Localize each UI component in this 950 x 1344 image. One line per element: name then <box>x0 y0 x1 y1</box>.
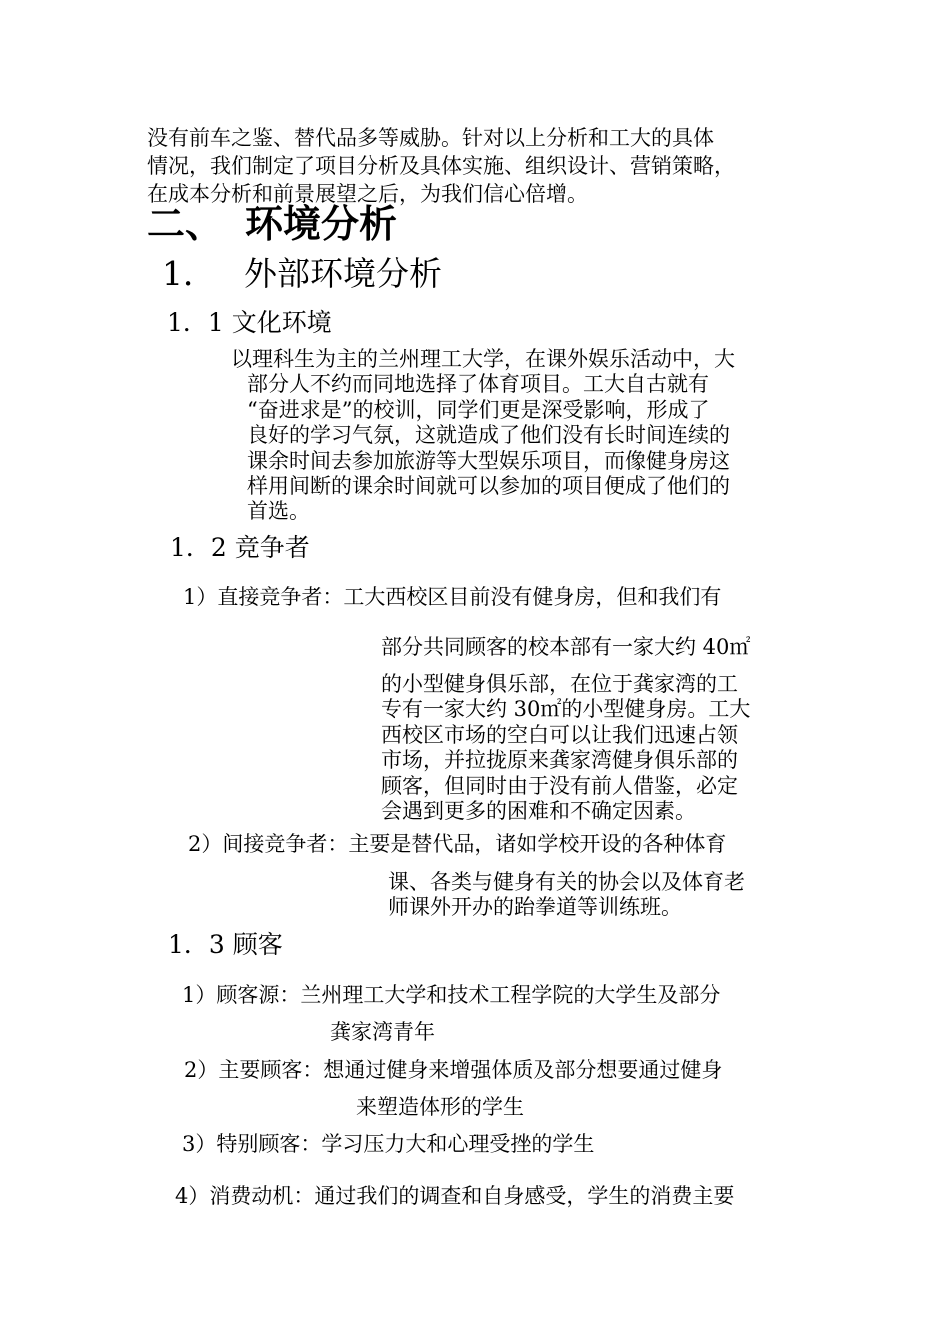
heading-competitors: 1．2 竞争者 <box>170 533 310 562</box>
section-title: 环境分析 <box>245 202 398 246</box>
special-customer-line: 3）特别顾客：学习压力大和心理受挫的学生 <box>182 1132 595 1156</box>
direct-competitor-paragraph <box>381 672 805 824</box>
direct-competitor-line: 会遇到更多的困难和不确定因素。 <box>381 799 696 824</box>
heading-customers: 1．3 顾客 <box>168 930 283 959</box>
culture-line: “奋进求是”的校训，同学们更是深受影响，形成了 <box>247 397 710 422</box>
culture-line: 首选。 <box>247 499 310 524</box>
indirect-competitor-line: 2）间接竞争者：主要是替代品，诸如学校开设的各种体育 <box>188 832 727 856</box>
direct-competitor-line: 顾客，但同时由于没有前人借鉴，必定 <box>381 773 738 798</box>
subsection-title: 外部环境分析 <box>244 254 442 293</box>
indirect-competitor-paragraph <box>388 870 808 921</box>
section-heading-environment <box>147 198 397 250</box>
intro-line: 情况，我们制定了项目分析及具体实施、组织设计、营销策略， <box>147 154 735 178</box>
indirect-competitor-line: 课、各类与健身有关的协会以及体育老 <box>388 870 745 894</box>
culture-line: 样用间断的课余时间就可以参加的项目便成了他们的 <box>247 474 730 499</box>
culture-line: 以理科生为主的兰州理工大学，在课外娱乐活动中，大 <box>231 347 735 371</box>
indirect-competitor-line: 师课外开办的跆拳道等训练班。 <box>388 895 682 920</box>
intro-line: 在成本分析和前景展望之后，为我们信心倍增。 <box>147 182 588 206</box>
culture-line: 课余时间去参加旅游等大型娱乐项目，而像健身房这 <box>247 448 730 473</box>
direct-competitor-line: 部分共同顾客的校本部有一家大约 40㎡ <box>381 635 751 659</box>
culture-line: 良好的学习气氛，这就造成了他们没有长时间连续的 <box>247 423 730 448</box>
subsection-heading-external <box>162 252 442 296</box>
intro-line: 没有前车之鉴、替代品多等威胁。针对以上分析和工大的具体 <box>147 126 714 150</box>
consumption-motive-line: 4）消费动机：通过我们的调查和自身感受，学生的消费主要 <box>175 1184 735 1208</box>
customer-source-line: 龚家湾青年 <box>330 1020 435 1044</box>
heading-culture: 1．1 文化环境 <box>167 308 332 337</box>
direct-competitor-line: 西校区市场的空白可以让我们迅速占领 <box>381 722 738 747</box>
main-customer-line: 2）主要顾客：想通过健身来增强体质及部分想要通过健身 <box>184 1058 723 1082</box>
direct-competitor-line: 的小型健身俱乐部，在位于龚家湾的工 <box>381 672 738 696</box>
culture-line: 部分人不约而同地选择了体育项目。工大自古就有 <box>247 372 709 397</box>
subsection-number: 1． <box>162 254 216 293</box>
direct-competitor-line: 1）直接竞争者：工大西校区目前没有健身房，但和我们有 <box>183 585 722 609</box>
customer-source-line: 1）顾客源：兰州理工大学和技术工程学院的大学生及部分 <box>182 983 721 1007</box>
culture-paragraph <box>231 347 803 525</box>
intro-paragraph <box>147 124 817 208</box>
direct-competitor-line: 市场，并拉拢原来龚家湾健身俱乐部的 <box>381 748 738 773</box>
section-number: 二、 <box>147 202 224 246</box>
main-customer-line: 来塑造体形的学生 <box>356 1095 524 1119</box>
direct-competitor-line: 专有一家大约 30㎡的小型健身房。工大 <box>381 697 751 722</box>
